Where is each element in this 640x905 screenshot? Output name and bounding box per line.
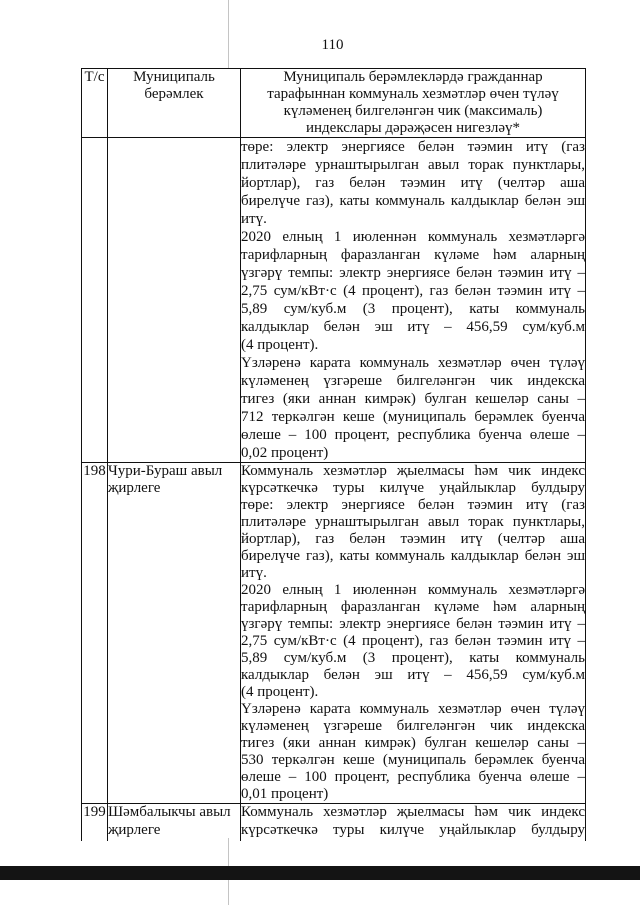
description-line: 2020 елның 1 июленнән коммуналь хезмәтләргә	[241, 582, 585, 598]
row-number-cell	[82, 138, 108, 463]
description-paragraph	[241, 463, 585, 582]
description-line: итү.	[241, 211, 267, 227]
description-line: төре: электр энергиясе белән тәэмин итү (газ	[241, 497, 585, 513]
description-paragraph	[241, 138, 585, 228]
description-line: күләменең үзгәреше билгеләнгән чик индекска	[241, 718, 585, 734]
description-line: 0,02 процент)	[241, 445, 329, 461]
column-header-number: Т/с	[82, 69, 108, 138]
scan-edge-band	[0, 866, 640, 880]
description-cell	[241, 463, 586, 804]
description-paragraph	[241, 228, 585, 354]
description-line: плитәләре урнаштырылган авыл торак пунктлары,	[241, 514, 585, 530]
description-line: бирелүче газ), каты коммуналь калдыклар белән эш	[241, 193, 585, 209]
description-line: итү.	[241, 565, 267, 581]
row-number: 199	[83, 804, 106, 820]
description-line: плитәләре урнаштырылган авыл торак пунктлары,	[241, 157, 585, 173]
description-line: үзгәрү темпы: электр энергиясе белән тәэмин итү –	[241, 265, 585, 281]
description-cell	[241, 804, 586, 842]
description-line: Коммуналь хезмәтләр җыелмасы һәм чик индекс	[241, 804, 585, 820]
municipality-cell	[108, 138, 241, 463]
column-header-description-line: индекслары дәрәҗәсен нигезләү*	[305, 120, 521, 136]
column-header-description-line: тарафыннан коммуналь хезмәтләр өчен түләү	[267, 86, 559, 102]
description-line: 2020 елның 1 июленнән коммуналь хезмәтләргә	[241, 229, 585, 245]
row-number-cell	[82, 463, 108, 804]
municipality-cell	[108, 463, 241, 804]
table-header	[82, 69, 586, 138]
description-line: тарифларның фаразланган күләме һәм аларның	[241, 599, 585, 615]
municipality-name-line: җирлеге	[108, 480, 161, 496]
row-number-cell	[82, 804, 108, 842]
description-line: тарифларның фаразланган күләме һәм аларның	[241, 247, 585, 263]
page-number: 110	[321, 37, 344, 53]
description-line: үзгәрү темпы: электр энергиясе белән тәэмин итү –	[241, 616, 585, 632]
description-line: өлеше – 100 процент, республика буенча өлеше –	[241, 427, 585, 443]
description-line: 2,75 сум/кВт·с (4 процент), газ белән тәэмин итү –	[241, 283, 585, 299]
description-line: (4 процент).	[241, 337, 319, 353]
description-line: Үзләренә карата коммуналь хезмәтләр өчен түләү	[241, 701, 585, 717]
description-paragraph	[241, 701, 585, 803]
description-line: Үзләренә карата коммуналь хезмәтләр өчен түләү	[241, 355, 585, 371]
column-header-municipality	[108, 69, 241, 138]
row-number: 198	[83, 463, 106, 479]
municipality-name-line: җирлеге	[108, 821, 161, 838]
description-cell	[241, 138, 586, 463]
scan-fold-line	[228, 0, 229, 68]
column-header-description-line: күләменең билгеләнгән чик (максималь)	[283, 103, 543, 119]
description-line: 2,75 сум/кВт·с (4 процент), газ белән тәэмин итү –	[241, 633, 585, 649]
column-header-description-line: Муниципаль берәмлекләрдә гражданнар	[283, 69, 543, 85]
column-header-description	[241, 69, 586, 138]
municipality-name-line: Шәмбалыкчы авыл	[108, 804, 231, 820]
column-header-municipality-line: Муниципаль	[133, 69, 215, 85]
description-line: тигез (яки аннан кимрәк) булган кешеләр саны –	[241, 391, 585, 407]
description-line: күрсәткечкә туры килүче уңайлыклар булдыру	[241, 821, 585, 838]
description-line: бирелүче газ), каты коммуналь калдыклар белән эш	[241, 548, 585, 564]
description-paragraph	[241, 804, 585, 839]
description-line: 5,89 сум/куб.м (3 процент), каты коммуналь	[241, 301, 585, 317]
table-row	[82, 804, 586, 842]
description-line: йортлар), газ белән тәэмин итү (челтәр аша	[241, 531, 585, 547]
municipal-utilities-table	[81, 68, 586, 841]
column-header-municipality-line: берәмлек	[144, 86, 204, 102]
table-header-row	[82, 69, 586, 138]
description-line: калдыклар белән эш итү – 456,59 сум/куб.м	[241, 319, 585, 335]
table-body	[82, 138, 586, 842]
description-line: йортлар), газ белән тәэмин итү (челтәр аша	[241, 175, 585, 191]
description-line: 530 теркәлгән кеше (муниципаль берәмлек буенча	[241, 752, 585, 768]
description-paragraph	[241, 354, 585, 462]
table-row	[82, 463, 586, 804]
description-line: 5,89 сум/куб.м (3 процент), каты коммуналь	[241, 650, 585, 666]
description-line: Коммуналь хезмәтләр җыелмасы һәм чик индекс	[241, 463, 585, 479]
description-line: күләменең үзгәреше билгеләнгән чик индекска	[241, 373, 585, 389]
description-line: төре: электр энергиясе белән тәэмин итү (газ	[241, 139, 585, 155]
description-line: 712 теркәлгән кеше (муниципаль берәмлек буенча	[241, 409, 585, 425]
municipality-name-line: Чури-Бураш авыл	[108, 463, 223, 479]
description-line: тигез (яки аннан кимрәк) булган кешеләр саны –	[241, 735, 585, 751]
description-line: калдыклар белән эш итү – 456,59 сум/куб.м	[241, 667, 585, 683]
description-line: күрсәткечкә туры килүче уңайлыклар булдыру	[241, 480, 585, 496]
description-line: 0,01 процент)	[241, 786, 329, 802]
description-line: өлеше – 100 процент, республика буенча өлеше –	[241, 769, 585, 785]
description-line: (4 процент).	[241, 684, 319, 700]
description-paragraph	[241, 582, 585, 701]
municipality-cell	[108, 804, 241, 842]
table-row	[82, 138, 586, 463]
